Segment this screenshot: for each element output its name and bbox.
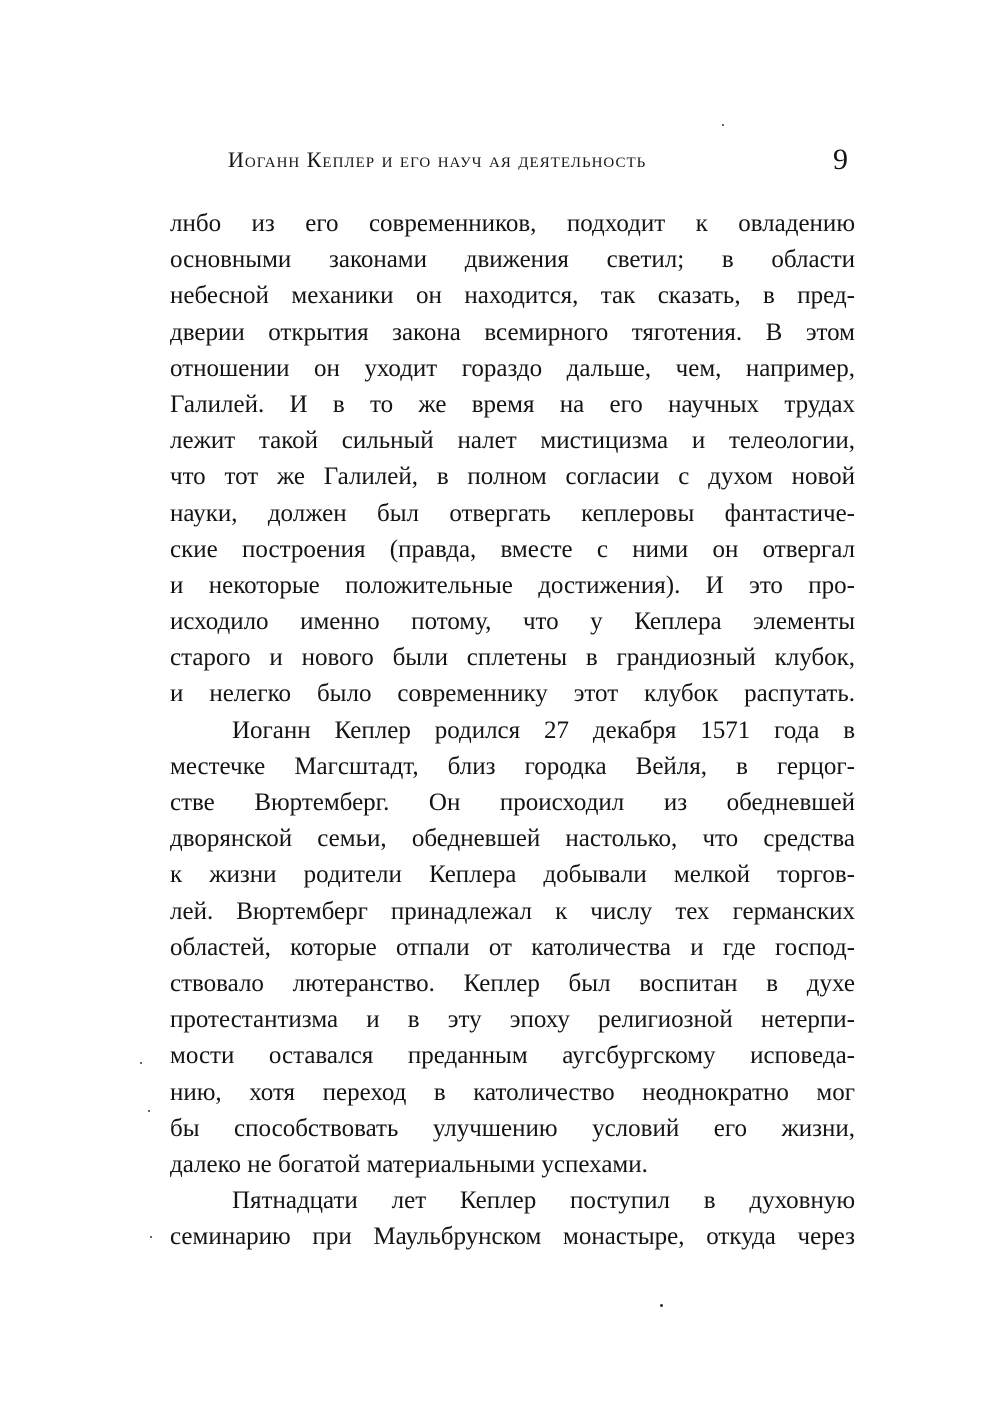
text-line: Пятнадцати лет Кеплер поступил в духовную <box>232 1187 855 1215</box>
text-line: ские построения (правда, вместе с ними он отвергал <box>170 535 855 563</box>
scan-speck <box>660 1304 663 1307</box>
page-number: 9 <box>833 143 848 176</box>
text-line: что тот же Галилей, в полном согласии с духом новой <box>170 463 855 491</box>
running-title: Иоганн Кеплер и его науч ая деятельность <box>228 147 647 172</box>
text-line: и некоторые положительные достижения). И это про- <box>170 571 855 599</box>
text-line: мости оставался преданным аугсбургскому исповеда- <box>170 1042 855 1070</box>
paragraph <box>170 713 855 1183</box>
text-line: стве Вюртемберг. Он происходил из обедневшей <box>170 789 855 816</box>
paragraph <box>170 1183 855 1255</box>
text-line: семинарию при Маульбрунском монастыре, откуда через <box>170 1223 855 1251</box>
text-line: исходило именно потому, что у Кеплера элементы <box>170 608 855 636</box>
text-line: дворянской семьи, обедневшей настолько, что средства <box>170 825 855 853</box>
text-line: небесной механики он находится, так сказать, в пред- <box>170 282 855 310</box>
text-line: старого и нового были сплетены в грандиозный клубок, <box>170 644 855 672</box>
scan-speck <box>722 124 724 126</box>
body-text <box>170 206 855 1255</box>
text-line: лежит такой сильный налет мистицизма и телеологии, <box>170 427 855 455</box>
scan-speck <box>148 1110 150 1112</box>
text-line: местечке Магсштадт, близ городка Вейля, в герцог- <box>170 752 855 780</box>
text-line: ствовало лютеранство. Кеплер был воспитан в духе <box>170 969 855 997</box>
text-line: нию, хотя переход в католичество неоднократно мог <box>170 1078 855 1106</box>
text-line: к жизни родители Кеплера добывали мелкой торгов- <box>170 861 855 889</box>
text-line: науки, должен был отвергать кеплеровы фантастиче- <box>170 499 855 527</box>
text-line: и нелегко было современнику этот клубок распутать. <box>170 680 855 708</box>
text-line: отношении он уходит гораздо дальше, чем, например, <box>170 354 855 382</box>
text-line: Иоганн Кеплер родился 27 декабря 1571 года в <box>232 716 855 744</box>
text-line: протестантизма и в эту эпоху религиозной нетерпи- <box>170 1006 855 1034</box>
running-head <box>196 143 848 183</box>
scan-speck <box>140 1062 142 1064</box>
text-line: далеко не богатой материальными успехами. <box>170 1150 648 1178</box>
text-line: лей. Вюртемберг принадлежал к числу тех германских <box>170 897 855 925</box>
text-line: областей, которые отпали от католичества и где господ- <box>170 933 855 961</box>
paragraph <box>170 206 855 713</box>
text-line: бы способствовать улучшению условий его жизни, <box>170 1114 855 1142</box>
scan-speck <box>150 1236 152 1238</box>
text-line: Галилей. И в то же время на его научных трудах <box>170 390 855 418</box>
text-line: лнбо из его современников, подходит к овладению <box>170 210 855 237</box>
text-line: основными законами движения светил; в области <box>170 246 855 274</box>
text-line: дверии открытия закона всемирного тяготения. В этом <box>170 318 855 346</box>
